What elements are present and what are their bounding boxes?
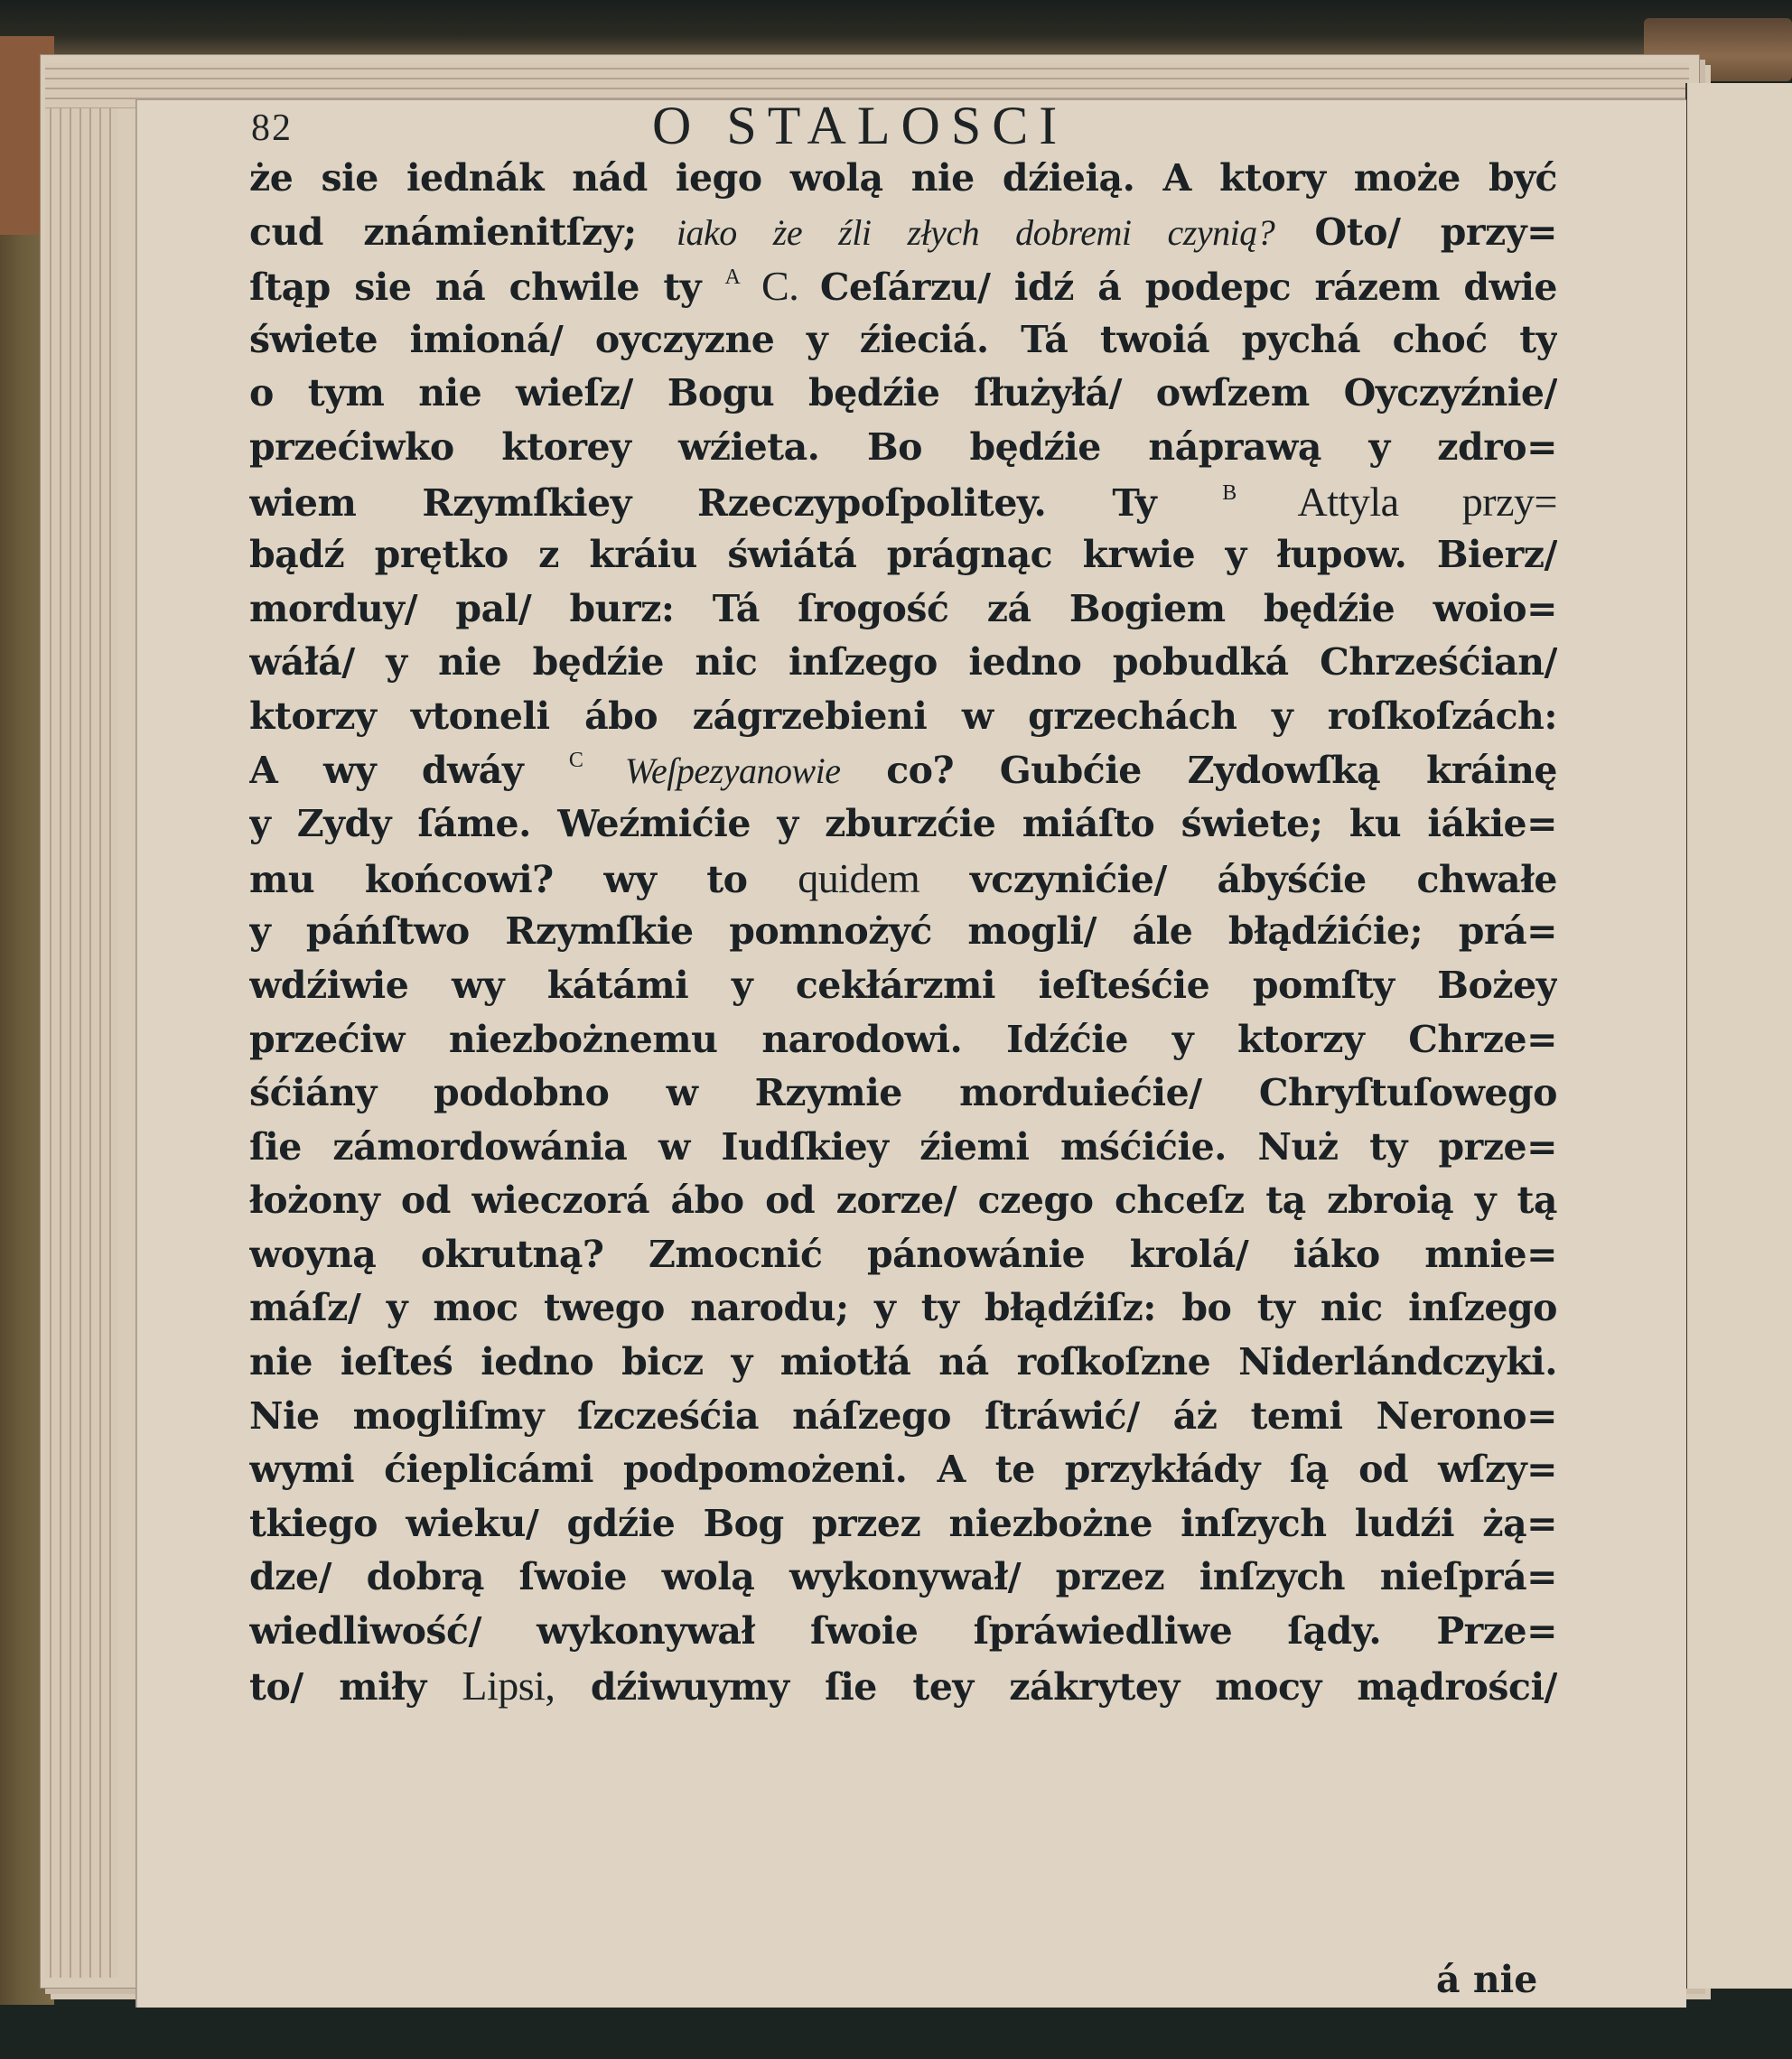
blackletter-text: że sie iednák nád iego wolą nie dźieią. A ktory może być <box>249 156 1557 200</box>
text-line <box>249 1067 1557 1121</box>
blackletter-text: łożony od wieczorá ábo od zorze/ czego chceſz tą zbroią y tą <box>249 1179 1557 1223</box>
blackletter-text: máſz/ y moc twego narodu; y ty błądźiſz: bo ty nic inſzego <box>249 1286 1557 1330</box>
italic-text: Weſpezyanowie <box>583 750 841 791</box>
text-line <box>249 744 1557 798</box>
page-edges-left <box>45 63 117 1978</box>
blackletter-text: o tym nie wieſz/ Bogu będźie ſłużyłá/ owſzem Oyczyźnie/ <box>249 371 1557 415</box>
blackletter-text: y páńſtwo Rzymſkie pomnożyć mogli/ ále błądźićie; prá= <box>249 909 1557 954</box>
facing-page <box>1685 83 1792 1989</box>
text-line <box>249 1659 1557 1713</box>
blackletter-text: tkiego wieku/ gdźie Bog przez niezbożne inſzych ludźi żą= <box>249 1501 1557 1545</box>
text-line <box>249 1497 1557 1551</box>
roman-text: C. <box>740 263 820 310</box>
text-line <box>249 852 1557 906</box>
text-line <box>249 313 1557 368</box>
marginal-reference-mark: B <box>1222 480 1237 505</box>
roman-text: Lipsi, <box>462 1662 555 1709</box>
blackletter-text: y Zydy ſáme. Weźmićie y zburzćie miáſto świete; ku iákie= <box>249 802 1557 846</box>
blackletter-text: cud známienitſzy; <box>249 210 677 254</box>
blackletter-text: przećiwko ktorey wźieta. Bo będźie náprawą y zdro= <box>249 424 1557 469</box>
text-line <box>249 367 1557 421</box>
blackletter-text: wdźiwie wy kátámi y cekłárzmi ieſteśćie pomſty Bożey <box>249 963 1557 1007</box>
text-line <box>249 959 1557 1013</box>
text-line <box>249 905 1557 959</box>
text-line <box>249 1390 1557 1444</box>
blackletter-text: ſie zámordowánia w Iudſkiey źiemi mśćićie. Nuż ty prze= <box>249 1124 1557 1169</box>
running-head: O STALOSCI <box>652 96 1069 155</box>
blackletter-text: co? Gubćie Zydowſką kráinę <box>840 748 1557 792</box>
marginal-reference-mark: C <box>568 748 583 772</box>
text-line <box>249 690 1557 744</box>
blackletter-text: wymi ćieplicámi podpomożeni. A te przykłády ſą od wſzy= <box>249 1448 1557 1492</box>
text-line <box>249 797 1557 852</box>
blackletter-text: mu końcowi? wy to <box>249 857 798 901</box>
text-line <box>249 1336 1557 1390</box>
blackletter-text: ktorzy vtoneli ábo zágrzebieni w grzechách y roſkoſzách: <box>249 694 1557 738</box>
text-line <box>249 1443 1557 1497</box>
blackletter-text: morduy/ pal/ burz: Tá ſrogość zá Bogiem będźie woio= <box>249 586 1557 630</box>
text-line <box>249 206 1557 260</box>
text-line <box>249 1281 1557 1336</box>
blackletter-text: bądź prętko z kráiu świátá prágnąc krwie y łupow. Bierz/ <box>249 533 1557 577</box>
blackletter-text: śćiány podobno w Rzymie morduiećie/ Chryſtuſowego <box>249 1071 1557 1115</box>
roman-text: quidem <box>798 854 920 901</box>
text-line <box>249 636 1557 690</box>
blackletter-text: wáłá/ y nie będźie nic inſzego iedno pobudká Chrześćian/ <box>249 640 1557 685</box>
blackletter-text: Oto/ przy= <box>1274 210 1557 254</box>
text-line <box>249 582 1557 637</box>
page-rule <box>136 100 137 2008</box>
blackletter-text: dźiwuymy ſie tey zákrytey mocy mądrości/ <box>555 1664 1557 1709</box>
blackletter-text: woyną okrutną? Zmocnić pánowánie krolá/ iáko mnie= <box>249 1232 1557 1276</box>
text-line <box>249 1551 1557 1605</box>
italic-text: iako że źli złych dobremi czynią? <box>676 211 1275 253</box>
text-line <box>249 152 1557 206</box>
blackletter-text: ſtąp sie ná chwile ty <box>249 266 725 310</box>
blackletter-text: wiem Rzymſkiey Rzeczypoſpolitey. Ty <box>249 480 1223 525</box>
text-line <box>249 528 1557 582</box>
blackletter-text: nie ieſteś iedno bicz y miotłá ná roſkoſzne Niderlándczyki. <box>249 1340 1557 1384</box>
blackletter-text: wiedliwość/ wykonywał ſwoie ſpráwiedliwe ſądy. Prze= <box>249 1609 1557 1654</box>
text-line <box>249 475 1557 529</box>
blackletter-text: Ceſárzu/ idź á podepc rázem dwie <box>819 266 1557 310</box>
blackletter-text: przećiw niezbożnemu narodowi. Idźćie y ktorzy Chrze= <box>249 1017 1557 1061</box>
text-line <box>249 1228 1557 1282</box>
blackletter-text: Nie mogliſmy ſzcześćia náſzego ſtráwić/ áż temi Nerono= <box>249 1393 1557 1438</box>
text-line <box>249 259 1557 313</box>
text-line <box>249 1605 1557 1659</box>
marginal-reference-mark: A <box>724 266 741 290</box>
body-text <box>249 152 1557 1712</box>
text-line <box>249 1121 1557 1175</box>
blackletter-text: dze/ dobrą ſwoie wolą wykonywał/ przez inſzych nieſprá= <box>249 1555 1557 1599</box>
blackletter-text: vczynićie/ ábyśćie chwałe <box>919 857 1557 901</box>
text-line <box>249 1174 1557 1228</box>
text-line <box>249 421 1557 475</box>
blackletter-text: świete imioná/ oyczyzne y źieciá. Tá twoiá pychá choć ty <box>249 317 1557 361</box>
blackletter-text: to/ miły <box>249 1664 462 1709</box>
roman-text: Attyla przy= <box>1236 478 1557 525</box>
page-number: 82 <box>251 107 293 149</box>
text-line <box>249 1013 1557 1067</box>
catchword: á nie <box>1436 1958 1538 2001</box>
blackletter-text: A wy dwáy <box>249 748 569 792</box>
